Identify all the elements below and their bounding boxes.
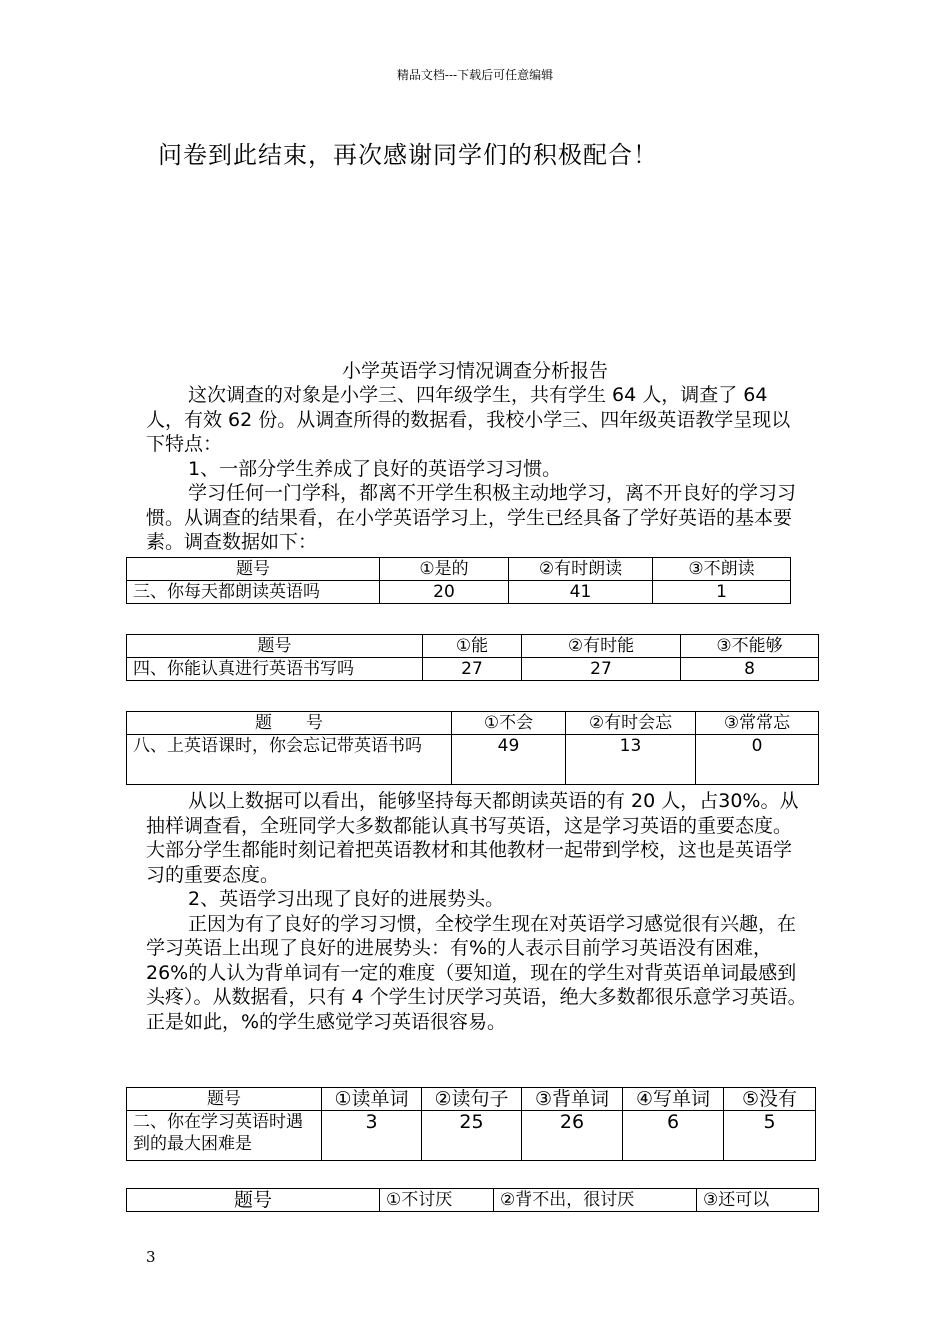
table-row: [127, 1111, 816, 1161]
value-cell: 41: [509, 581, 653, 604]
value-cell: 8: [681, 658, 819, 681]
value-cell: 5: [724, 1111, 816, 1161]
intro-section: [146, 383, 808, 555]
survey-table-forget-book: [126, 711, 819, 785]
closing-remark: 问卷到此结束，再次感谢同学们的积极配合！: [158, 141, 658, 169]
survey-table-difficulty: [126, 1087, 816, 1161]
question-cell: 二、你在学习英语时遇到的最大困难是: [127, 1111, 322, 1161]
question-cell: 八、上英语课时，你会忘记带英语书吗: [127, 735, 452, 785]
header-cell: ①不讨厌: [380, 1189, 494, 1212]
header-cell: ③常常忘: [696, 712, 819, 735]
table-header-row: [127, 558, 791, 581]
survey-table-attitude: [126, 1188, 819, 1212]
page-number: 3: [146, 1248, 156, 1266]
analysis-paragraph: 从以上数据可以看出，能够坚持每天都朗读英语的有 20 人，占30%。从抽样调查看，全班同学大多数都能认真书写英语，这是学习英语的重要态度。大部分学生都能时刻记着把英语教材和其他教材一起带到学校，这也是英语学习的重要态度。: [146, 790, 799, 886]
question-cell: 三、你每天都朗读英语吗: [127, 581, 380, 604]
page-header: 精品文档---下载后可任意编辑: [396, 68, 554, 82]
table-header-row: [127, 1189, 819, 1212]
header-cell: ①不会: [452, 712, 566, 735]
value-cell: 3: [322, 1111, 422, 1161]
intro-paragraph: 学习任何一门学科，都离不开学生积极主动地学习，离不开良好的学习习惯。从调查的结果看，在小学英语学习上，学生已经具备了学好英语的基本要素。调查数据如下：: [146, 482, 797, 553]
header-cell: ③不朗读: [653, 558, 791, 581]
value-cell: 25: [422, 1111, 522, 1161]
header-cell: ④写单词: [623, 1088, 724, 1111]
header-cell: ①能: [423, 635, 522, 658]
header-cell: 题号: [127, 558, 380, 581]
header-cell: ③背单词: [522, 1088, 623, 1111]
value-cell: 6: [623, 1111, 724, 1161]
point-two-heading: 2、英语学习出现了良好的进展势头。: [188, 888, 505, 910]
report-title: 小学英语学习情况调查分析报告: [341, 360, 608, 382]
value-cell: 20: [380, 581, 509, 604]
survey-table-read-aloud: [126, 557, 791, 604]
table-header-row: [127, 635, 819, 658]
header-cell: ②背不出，很讨厌: [494, 1189, 697, 1212]
value-cell: 27: [522, 658, 681, 681]
analysis-paragraph: 正因为有了良好的学习习惯，全校学生现在对英语学习感觉很有兴趣，在学习英语上出现了良好的进展势头：有%的人表示目前学习英语没有困难，26%的人认为背单词有一定的难度（要知道，现在的学生对背英语单词最感到头疼）。从数据看，只有 4 个学生讨厌学习英语，绝大多数都很乐意学习英语。正是如此，%的学生感觉学习英语很容易。: [146, 912, 807, 1033]
header-cell: 题号: [127, 1189, 380, 1212]
value-cell: 27: [423, 658, 522, 681]
header-cell: 题号: [127, 1088, 322, 1111]
header-cell: 题号: [127, 635, 423, 658]
value-cell: 0: [696, 735, 819, 785]
header-cell: ③还可以: [697, 1189, 819, 1212]
header-cell: ③不能够: [681, 635, 819, 658]
value-cell: 1: [653, 581, 791, 604]
header-cell: 题 号: [127, 712, 452, 735]
value-cell: 26: [522, 1111, 623, 1161]
header-cell: ②有时能: [522, 635, 681, 658]
header-cell: ②读句子: [422, 1088, 522, 1111]
analysis-section: [146, 789, 808, 1034]
header-cell: ⑤没有: [724, 1088, 816, 1111]
value-cell: 49: [452, 735, 566, 785]
header-cell: ②有时会忘: [566, 712, 696, 735]
header-cell: ①是的: [380, 558, 509, 581]
table-row: [127, 735, 819, 785]
question-cell: 四、你能认真进行英语书写吗: [127, 658, 423, 681]
table-row: [127, 581, 791, 604]
point-one-heading: 1、一部分学生养成了良好的英语学习习惯。: [188, 457, 562, 480]
table-header-row: [127, 712, 819, 735]
intro-paragraph: 这次调查的对象是小学三、四年级学生，共有学生 64 人，调查了 64 人，有效 62 份。从调查所得的数据看，我校小学三、四年级英语教学呈现以下特点：: [146, 384, 791, 455]
table-header-row: [127, 1088, 816, 1111]
survey-table-writing: [126, 634, 819, 681]
header-cell: ①读单词: [322, 1088, 422, 1111]
value-cell: 13: [566, 735, 696, 785]
header-cell: ②有时朗读: [509, 558, 653, 581]
table-row: [127, 658, 819, 681]
